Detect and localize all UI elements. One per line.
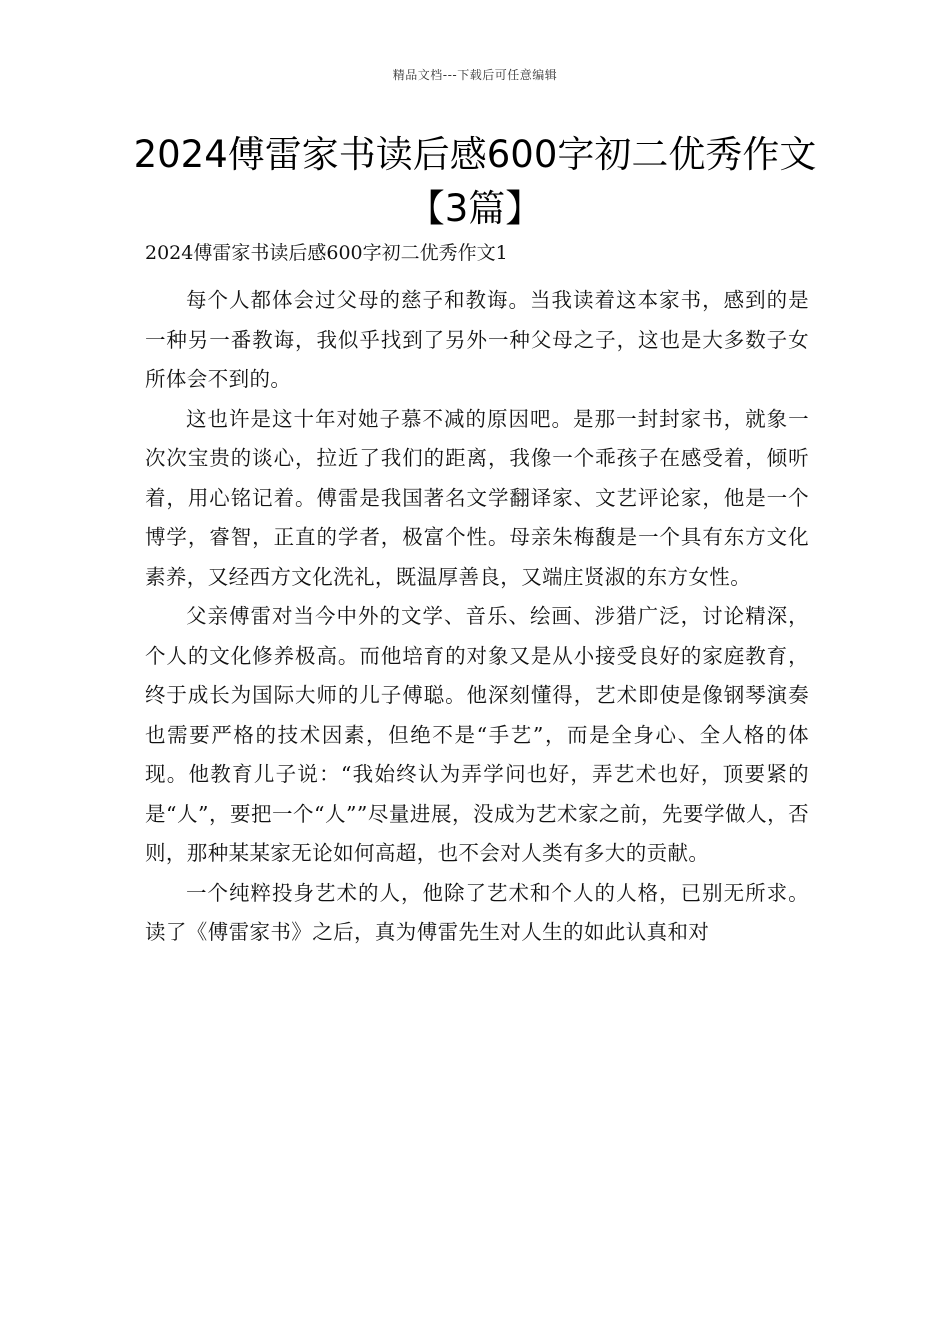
document-body (145, 281, 809, 953)
paragraph-4: 一个纯粹投身艺术的人，他除了艺术和个人的人格，已别无所求。读了《傅雷家书》之后，真为傅雷先生对人生的如此认真和对 (145, 880, 809, 944)
paragraph-3: 父亲傅雷对当今中外的文学、音乐、绘画、涉猎广泛，讨论精深，个人的文化修养极高。而他培育的对象又是从小接受良好的家庭教育，终于成长为国际大师的儿子傅聪。他深刻懂得，艺术即使是像钢琴演奏也需要严格的技术因素，但绝不是“手艺”，而是全身心、全人格的体现。他教育儿子说：“我始终认为弄学问也好，弄艺术也好，顶要紧的是“人”，要把一个“人””尽量进展，没成为艺术家之前，先要学做人，否则，那种某某家无论如何高超，也不会对人类有多大的贡献。 (145, 604, 809, 865)
section-heading: 2024傅雷家书读后感600字初二优秀作文1 (145, 242, 508, 264)
paragraph-2: 这也许是这十年对她子慕不减的原因吧。是那一封封家书，就象一次次宝贵的谈心，拉近了我们的距离，我像一个乖孩子在感受着，倾听着，用心铭记着。傅雷是我国著名文学翻译家、文艺评论家，他是一个博学，睿智，正直的学者，极富个性。母亲朱梅馥是一个具有东方文化素养，又经西方文化洗礼，既温厚善良，又端庄贤淑的东方女性。 (145, 406, 809, 589)
document-title: 2024傅雷家书读后感600字初二优秀作文【3篇】 (133, 133, 817, 230)
header-note: 精品文档---下载后可任意编辑 (392, 68, 558, 82)
paragraph-1: 每个人都体会过父母的慈子和教诲。当我读着这本家书，感到的是一种另一番教诲，我似乎找到了另外一种父母之子，这也是大多数子女所体会不到的。 (145, 288, 809, 391)
